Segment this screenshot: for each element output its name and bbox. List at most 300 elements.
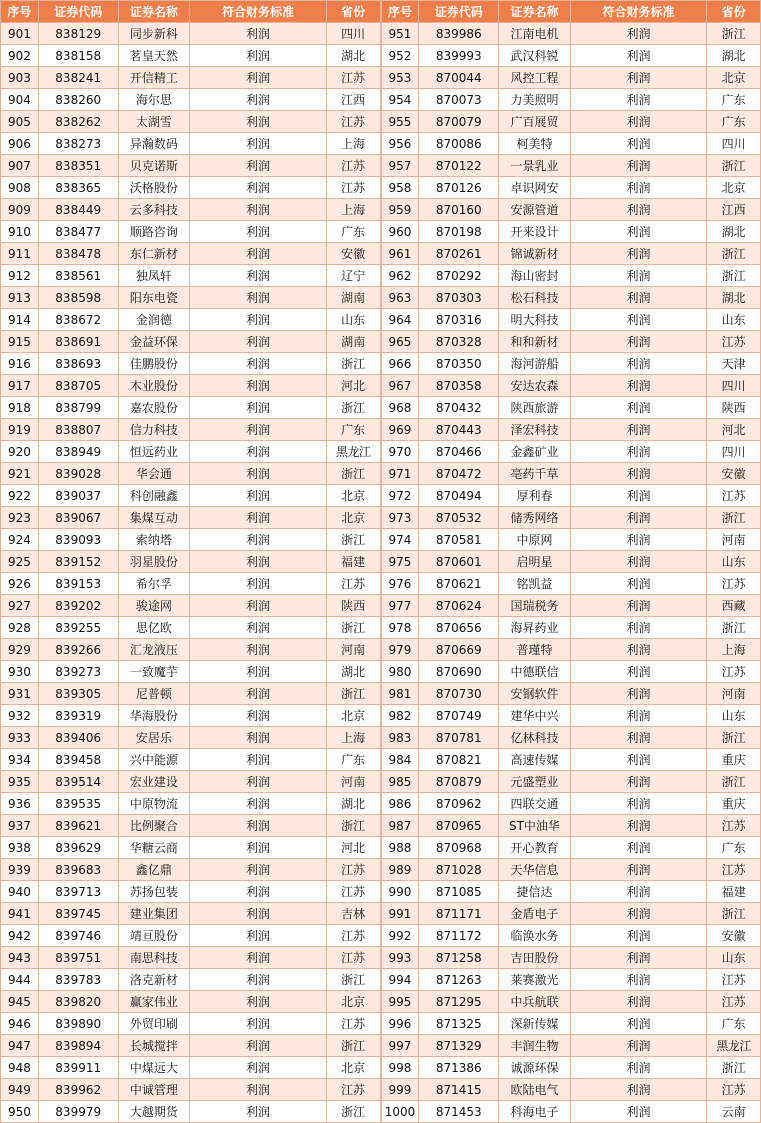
cell-standard: 利润 (190, 463, 326, 485)
cell-name: 力美照明 (499, 89, 571, 111)
cell-seq: 915 (1, 331, 39, 353)
cell-code: 839319 (38, 705, 118, 727)
table-row (381, 397, 761, 419)
cell-standard: 利润 (570, 793, 706, 815)
cell-seq: 934 (1, 749, 39, 771)
cell-code: 839746 (38, 925, 118, 947)
cell-seq: 968 (381, 397, 419, 419)
cell-name: 铭凯益 (499, 573, 571, 595)
cell-seq: 983 (381, 727, 419, 749)
cell-standard: 利润 (570, 837, 706, 859)
cell-seq: 922 (1, 485, 39, 507)
cell-province: 福建 (326, 551, 380, 573)
cell-seq: 948 (1, 1057, 39, 1079)
cell-province: 湖南 (326, 287, 380, 309)
cell-seq: 902 (1, 45, 39, 67)
cell-province: 上海 (326, 727, 380, 749)
cell-code: 870624 (419, 595, 499, 617)
cell-seq: 905 (1, 111, 39, 133)
cell-name: 异瀚数码 (118, 133, 190, 155)
table-row (1, 463, 381, 485)
cell-code: 838262 (38, 111, 118, 133)
table-row (1, 969, 381, 991)
table-row (1, 1057, 381, 1079)
cell-province: 浙江 (326, 397, 380, 419)
cell-province: 浙江 (326, 815, 380, 837)
cell-name: 中原网 (499, 529, 571, 551)
cell-name: 亳药千草 (499, 463, 571, 485)
cell-province: 四川 (707, 375, 761, 397)
cell-standard: 利润 (190, 837, 326, 859)
cell-seq: 979 (381, 639, 419, 661)
cell-standard: 利润 (190, 1013, 326, 1035)
cell-code: 870350 (419, 353, 499, 375)
cell-code: 871171 (419, 903, 499, 925)
cell-code: 871085 (419, 881, 499, 903)
cell-code: 839993 (419, 45, 499, 67)
cell-seq: 937 (1, 815, 39, 837)
table-row (1, 617, 381, 639)
cell-code: 839621 (38, 815, 118, 837)
cell-seq: 997 (381, 1035, 419, 1057)
cell-name: 海昇药业 (499, 617, 571, 639)
cell-seq: 938 (1, 837, 39, 859)
cell-standard: 利润 (570, 287, 706, 309)
cell-seq: 943 (1, 947, 39, 969)
table-row (381, 353, 761, 375)
cell-code: 839152 (38, 551, 118, 573)
table-row (381, 155, 761, 177)
cell-province: 广东 (326, 749, 380, 771)
cell-seq: 972 (381, 485, 419, 507)
table-row (381, 89, 761, 111)
cell-code: 838241 (38, 67, 118, 89)
cell-standard: 利润 (190, 375, 326, 397)
cell-province: 广东 (707, 111, 761, 133)
cell-seq: 959 (381, 199, 419, 221)
cell-seq: 926 (1, 573, 39, 595)
cell-name: 明大科技 (499, 309, 571, 331)
cell-code: 839273 (38, 661, 118, 683)
cell-name: 思亿欧 (118, 617, 190, 639)
cell-code: 839266 (38, 639, 118, 661)
cell-name: 开信精工 (118, 67, 190, 89)
cell-seq: 984 (381, 749, 419, 771)
cell-standard: 利润 (570, 1101, 706, 1123)
cell-code: 870690 (419, 661, 499, 683)
cell-name: 云多科技 (118, 199, 190, 221)
table-row (381, 925, 761, 947)
cell-name: 顺路咨询 (118, 221, 190, 243)
table-row (1, 881, 381, 903)
cell-standard: 利润 (190, 265, 326, 287)
cell-name: 元盛塑业 (499, 771, 571, 793)
cell-code: 839629 (38, 837, 118, 859)
cell-name: 索纳塔 (118, 529, 190, 551)
cell-province: 河南 (707, 529, 761, 551)
cell-seq: 944 (1, 969, 39, 991)
cell-province: 江苏 (326, 111, 380, 133)
cell-name: 金盾电子 (499, 903, 571, 925)
cell-seq: 958 (381, 177, 419, 199)
cell-code: 870160 (419, 199, 499, 221)
cell-standard: 利润 (190, 177, 326, 199)
cell-name: 中原物流 (118, 793, 190, 815)
table-row (1, 441, 381, 463)
cell-seq: 930 (1, 661, 39, 683)
cell-name: 捷信达 (499, 881, 571, 903)
table-row (381, 683, 761, 705)
cell-province: 北京 (326, 1057, 380, 1079)
cell-standard: 利润 (190, 199, 326, 221)
table-row (381, 221, 761, 243)
cell-code: 839751 (38, 947, 118, 969)
cell-code: 870494 (419, 485, 499, 507)
cell-province: 四川 (707, 133, 761, 155)
cell-name: 厚利春 (499, 485, 571, 507)
table-row (381, 331, 761, 353)
cell-code: 838693 (38, 353, 118, 375)
table-row (1, 23, 381, 45)
cell-name: 安居乐 (118, 727, 190, 749)
table-row (1, 243, 381, 265)
table-row (1, 595, 381, 617)
table-row (1, 991, 381, 1013)
cell-standard: 利润 (190, 111, 326, 133)
cell-province: 湖北 (707, 221, 761, 243)
table-row (1, 331, 381, 353)
cell-province: 山东 (707, 705, 761, 727)
cell-code: 839713 (38, 881, 118, 903)
cell-name: 金鑫矿业 (499, 441, 571, 463)
header-seq: 序号 (1, 1, 39, 23)
cell-code: 838691 (38, 331, 118, 353)
cell-seq: 981 (381, 683, 419, 705)
cell-province: 黑龙江 (326, 441, 380, 463)
table-row (381, 507, 761, 529)
cell-standard: 利润 (570, 89, 706, 111)
cell-code: 870432 (419, 397, 499, 419)
cell-code: 839305 (38, 683, 118, 705)
cell-name: 吉田股份 (499, 947, 571, 969)
cell-province: 江苏 (326, 1079, 380, 1101)
table-row (381, 45, 761, 67)
cell-name: 华糖云商 (118, 837, 190, 859)
cell-province: 浙江 (326, 683, 380, 705)
cell-code: 870198 (419, 221, 499, 243)
cell-seq: 912 (1, 265, 39, 287)
cell-name: 中兵航联 (499, 991, 571, 1013)
header-code: 证券代码 (38, 1, 118, 23)
table-row (1, 155, 381, 177)
cell-standard: 利润 (190, 485, 326, 507)
cell-province: 山东 (326, 309, 380, 331)
cell-name: 陕西旅游 (499, 397, 571, 419)
cell-standard: 利润 (570, 155, 706, 177)
cell-name: 同步新科 (118, 23, 190, 45)
cell-name: 和和新材 (499, 331, 571, 353)
cell-code: 870821 (419, 749, 499, 771)
cell-code: 870303 (419, 287, 499, 309)
cell-code: 870086 (419, 133, 499, 155)
cell-name: 金益环保 (118, 331, 190, 353)
cell-standard: 利润 (190, 529, 326, 551)
cell-province: 湖北 (326, 793, 380, 815)
cell-standard: 利润 (570, 529, 706, 551)
cell-seq: 995 (381, 991, 419, 1013)
table-row (1, 837, 381, 859)
cell-seq: 920 (1, 441, 39, 463)
cell-standard: 利润 (190, 309, 326, 331)
cell-code: 870968 (419, 837, 499, 859)
cell-name: 骏途网 (118, 595, 190, 617)
cell-code: 839093 (38, 529, 118, 551)
table-row (1, 661, 381, 683)
cell-name: 海尔思 (118, 89, 190, 111)
cell-seq: 929 (1, 639, 39, 661)
cell-seq: 985 (381, 771, 419, 793)
cell-province: 辽宁 (326, 265, 380, 287)
cell-province: 云南 (707, 1101, 761, 1123)
cell-code: 870122 (419, 155, 499, 177)
cell-seq: 974 (381, 529, 419, 551)
table-row (1, 1013, 381, 1035)
cell-standard: 利润 (570, 243, 706, 265)
cell-code: 870962 (419, 793, 499, 815)
table-row (1, 177, 381, 199)
cell-code: 838478 (38, 243, 118, 265)
cell-standard: 利润 (190, 617, 326, 639)
cell-code: 839458 (38, 749, 118, 771)
cell-province: 山东 (707, 309, 761, 331)
cell-seq: 992 (381, 925, 419, 947)
table-row (381, 661, 761, 683)
cell-name: 独凤轩 (118, 265, 190, 287)
cell-code: 839067 (38, 507, 118, 529)
cell-name: 海山密封 (499, 265, 571, 287)
table-row (1, 507, 381, 529)
cell-province: 江苏 (326, 177, 380, 199)
table-row (1, 353, 381, 375)
cell-standard: 利润 (190, 925, 326, 947)
table-row (1, 45, 381, 67)
cell-code: 870328 (419, 331, 499, 353)
cell-name: 长城搅拌 (118, 1035, 190, 1057)
cell-name: 科创融鑫 (118, 485, 190, 507)
cell-standard: 利润 (570, 859, 706, 881)
cell-seq: 946 (1, 1013, 39, 1035)
cell-standard: 利润 (570, 969, 706, 991)
header-province: 省份 (326, 1, 380, 23)
cell-province: 福建 (707, 881, 761, 903)
cell-seq: 916 (1, 353, 39, 375)
cell-standard: 利润 (570, 903, 706, 925)
table-row (1, 727, 381, 749)
cell-standard: 利润 (570, 705, 706, 727)
cell-seq: 909 (1, 199, 39, 221)
cell-province: 河南 (326, 639, 380, 661)
cell-code: 838351 (38, 155, 118, 177)
cell-standard: 利润 (570, 375, 706, 397)
cell-province: 天津 (707, 353, 761, 375)
table-row (1, 199, 381, 221)
cell-name: 华会通 (118, 463, 190, 485)
table-row (1, 771, 381, 793)
cell-province: 重庆 (707, 793, 761, 815)
cell-seq: 901 (1, 23, 39, 45)
cell-standard: 利润 (570, 683, 706, 705)
cell-standard: 利润 (190, 67, 326, 89)
cell-seq: 936 (1, 793, 39, 815)
cell-code: 839514 (38, 771, 118, 793)
cell-seq: 927 (1, 595, 39, 617)
cell-name: 天华信息 (499, 859, 571, 881)
table-row (381, 1057, 761, 1079)
cell-code: 870073 (419, 89, 499, 111)
table-row (381, 639, 761, 661)
cell-name: 嘉农股份 (118, 397, 190, 419)
table-row (1, 551, 381, 573)
cell-province: 湖北 (326, 661, 380, 683)
cell-code: 870879 (419, 771, 499, 793)
cell-seq: 975 (381, 551, 419, 573)
table-row (381, 881, 761, 903)
table-row (1, 265, 381, 287)
table-row (1, 793, 381, 815)
cell-standard: 利润 (570, 771, 706, 793)
cell-standard: 利润 (570, 551, 706, 573)
cell-province: 河北 (326, 375, 380, 397)
table-row (1, 815, 381, 837)
cell-province: 浙江 (326, 617, 380, 639)
cell-standard: 利润 (570, 485, 706, 507)
cell-province: 广东 (707, 1013, 761, 1035)
cell-seq: 998 (381, 1057, 419, 1079)
cell-province: 黑龙江 (707, 1035, 761, 1057)
header-seq: 序号 (381, 1, 419, 23)
table-row (381, 67, 761, 89)
cell-name: 临涣水务 (499, 925, 571, 947)
cell-name: 中德联信 (499, 661, 571, 683)
cell-seq: 942 (1, 925, 39, 947)
table-row (381, 947, 761, 969)
cell-code: 870656 (419, 617, 499, 639)
cell-code: 838365 (38, 177, 118, 199)
cell-code: 838129 (38, 23, 118, 45)
cell-province: 陕西 (326, 595, 380, 617)
cell-code: 871258 (419, 947, 499, 969)
cell-seq: 947 (1, 1035, 39, 1057)
cell-seq: 953 (381, 67, 419, 89)
table-row (381, 419, 761, 441)
cell-standard: 利润 (190, 705, 326, 727)
cell-name: 华海股份 (118, 705, 190, 727)
cell-standard: 利润 (190, 133, 326, 155)
cell-name: 武汉科锐 (499, 45, 571, 67)
table-row (381, 749, 761, 771)
cell-standard: 利润 (190, 969, 326, 991)
cell-province: 江苏 (707, 1079, 761, 1101)
cell-province: 陕西 (707, 397, 761, 419)
header-code: 证券代码 (419, 1, 499, 23)
cell-standard: 利润 (570, 749, 706, 771)
cell-code: 870443 (419, 419, 499, 441)
cell-name: 广百展贸 (499, 111, 571, 133)
cell-name: 高速传媒 (499, 749, 571, 771)
cell-code: 871329 (419, 1035, 499, 1057)
cell-name: 希尔孚 (118, 573, 190, 595)
table-row (1, 485, 381, 507)
cell-name: 靖亘股份 (118, 925, 190, 947)
table-row (381, 705, 761, 727)
cell-province: 浙江 (326, 463, 380, 485)
table-row (1, 1035, 381, 1057)
cell-seq: 907 (1, 155, 39, 177)
cell-name: 佳鹏股份 (118, 353, 190, 375)
cell-name: 汇龙液压 (118, 639, 190, 661)
cell-standard: 利润 (190, 397, 326, 419)
cell-standard: 利润 (570, 23, 706, 45)
table-row (1, 529, 381, 551)
table-row (1, 309, 381, 331)
cell-seq: 921 (1, 463, 39, 485)
cell-seq: 918 (1, 397, 39, 419)
cell-name: 恒远药业 (118, 441, 190, 463)
cell-province: 吉林 (326, 903, 380, 925)
table-row (381, 111, 761, 133)
table-row (381, 463, 761, 485)
cell-code: 839986 (419, 23, 499, 45)
cell-standard: 利润 (190, 221, 326, 243)
cell-standard: 利润 (190, 1101, 326, 1123)
cell-name: 赢家伟业 (118, 991, 190, 1013)
cell-code: 870044 (419, 67, 499, 89)
cell-province: 河南 (707, 683, 761, 705)
cell-name: 启明星 (499, 551, 571, 573)
cell-seq: 971 (381, 463, 419, 485)
cell-standard: 利润 (570, 199, 706, 221)
cell-province: 广东 (707, 837, 761, 859)
cell-standard: 利润 (570, 661, 706, 683)
table-row (1, 287, 381, 309)
cell-standard: 利润 (190, 881, 326, 903)
cell-province: 安徽 (707, 925, 761, 947)
cell-seq: 910 (1, 221, 39, 243)
cell-name: 太湖雪 (118, 111, 190, 133)
cell-seq: 976 (381, 573, 419, 595)
cell-seq: 955 (381, 111, 419, 133)
cell-standard: 利润 (190, 89, 326, 111)
table-row (381, 1035, 761, 1057)
cell-code: 838477 (38, 221, 118, 243)
header-province: 省份 (707, 1, 761, 23)
cell-name: 安钢软件 (499, 683, 571, 705)
cell-name: 中诚管理 (118, 1079, 190, 1101)
table-row (381, 133, 761, 155)
cell-province: 浙江 (326, 1035, 380, 1057)
cell-name: 莱赛激光 (499, 969, 571, 991)
table-row (381, 177, 761, 199)
cell-province: 上海 (326, 199, 380, 221)
table-row (1, 925, 381, 947)
cell-name: 亿林科技 (499, 727, 571, 749)
cell-standard: 利润 (190, 639, 326, 661)
cell-code: 871028 (419, 859, 499, 881)
cell-name: 东仁新材 (118, 243, 190, 265)
cell-seq: 940 (1, 881, 39, 903)
table-row (381, 991, 761, 1013)
cell-code: 870621 (419, 573, 499, 595)
